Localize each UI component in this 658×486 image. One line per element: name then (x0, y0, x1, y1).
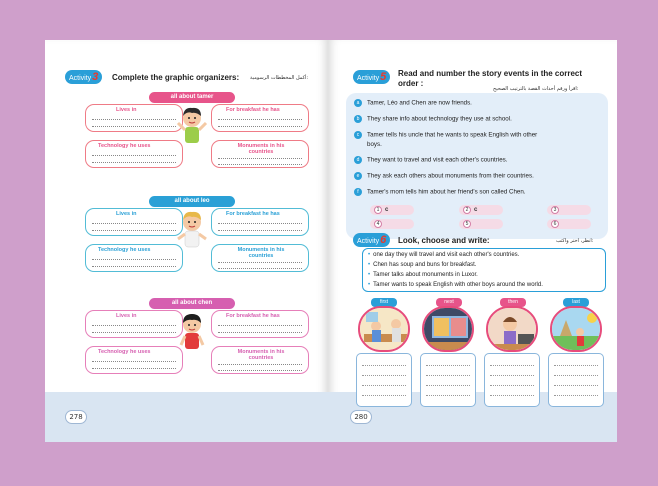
activity-heading-line2: order : (398, 79, 424, 88)
breakfast-box[interactable] (211, 310, 309, 338)
event-letter: e (354, 172, 362, 180)
event-text: Tamer, Léo and Chen are now friends. (367, 99, 472, 107)
technology-box[interactable] (85, 140, 183, 168)
activity-badge (65, 70, 102, 84)
breakfast-box[interactable] (211, 208, 309, 236)
page-number: 278 (65, 410, 87, 424)
activity-label: Activity (69, 75, 92, 82)
activity-heading: Look, choose and write: (398, 236, 490, 245)
story-event (354, 156, 507, 164)
sentence-option: • Chen has soup and buns for breakfast. (368, 262, 477, 268)
story-picture-then (486, 306, 538, 352)
box-label: Lives in (116, 313, 137, 319)
activity-badge (353, 233, 390, 247)
graphic-organizer-tamer (85, 92, 311, 174)
box-label: For breakfast he has (226, 107, 280, 113)
story-event (354, 115, 512, 123)
technology-box[interactable] (85, 244, 183, 272)
event-text: They ask each others about monuments from their countries. (367, 172, 534, 180)
arabic-instruction: انظر، اختر واكتب: (556, 238, 594, 244)
picture-tag: last (563, 298, 589, 307)
page-number: 280 (350, 410, 372, 424)
picture-tag: next (436, 298, 462, 307)
activity-number: 5 (380, 71, 387, 83)
writing-box-first[interactable] (356, 353, 412, 407)
sentence-option: • Tamer wants to speak English with other boys around the world. (368, 282, 543, 288)
organizer-title: all about tamer (149, 92, 235, 103)
story-picture-next (422, 306, 474, 352)
technology-box[interactable] (85, 346, 183, 374)
footer-band (45, 392, 328, 442)
lives-in-box[interactable] (85, 208, 183, 236)
left-page (45, 40, 328, 442)
story-picture-last (550, 306, 602, 352)
sentence-option: • one day they will travel and visit each other's countries. (368, 252, 519, 258)
breakfast-box[interactable] (211, 104, 309, 132)
box-label: Technology he uses (98, 247, 151, 253)
activity-label: Activity (357, 238, 380, 245)
boy-illustration (176, 209, 208, 251)
event-text: Tamer's mom tells him about her friend's son called Chen. (367, 188, 526, 196)
activity-heading: Complete the graphic organizers: (112, 73, 240, 82)
sentence-bank (362, 248, 606, 292)
answer-slot[interactable]: 1 c (370, 205, 414, 215)
story-events-panel (346, 93, 608, 239)
box-label: Monuments in his countries (237, 247, 285, 259)
answer-slot[interactable]: 3 (547, 205, 591, 215)
organizer-title: all about chen (149, 298, 235, 309)
box-label: Lives in (116, 107, 137, 113)
box-label: For breakfast he has (226, 313, 280, 319)
arabic-instruction: أكمل المخططات الرسومية: (250, 75, 309, 81)
writing-box-next[interactable] (420, 353, 476, 407)
box-label: Technology he uses (98, 143, 151, 149)
graphic-organizer-leo (85, 196, 311, 278)
story-event (354, 99, 472, 107)
monuments-box[interactable] (211, 346, 309, 374)
story-event (354, 188, 526, 196)
story-event (354, 172, 534, 180)
answer-slot[interactable]: 6 (547, 219, 591, 229)
box-label: Lives in (116, 211, 137, 217)
box-label: Monuments in his countries (237, 349, 285, 361)
sentence-option: • Tamer talks about monuments in Luxor. (368, 272, 478, 278)
event-text: They want to travel and visit each other's countries. (367, 156, 508, 164)
box-label: Technology he uses (98, 349, 151, 355)
box-label: Monuments in his countries (237, 143, 285, 155)
event-text: They share info about technology they use at school. (367, 115, 512, 123)
boy-illustration (176, 105, 208, 147)
picture-tag: first (371, 298, 397, 307)
picture-tag: then (500, 298, 526, 307)
arabic-instruction: اقرأ ورقم أحداث القصة بالترتيب الصحيح: (493, 86, 579, 92)
event-letter: c (354, 131, 362, 139)
activity-label: Activity (357, 75, 380, 82)
event-text: Tamer tells his uncle that he wants to speak English with other (367, 131, 538, 139)
event-letter: f (354, 188, 362, 196)
activity-badge (353, 70, 390, 84)
organizer-title: all about leo (149, 196, 235, 207)
box-label: For breakfast he has (226, 211, 280, 217)
activity-number: 6 (380, 234, 387, 246)
story-event (354, 131, 537, 139)
story-picture-first (358, 306, 410, 352)
answer-slot[interactable]: 5 (459, 219, 503, 229)
lives-in-box[interactable] (85, 104, 183, 132)
answer-slot[interactable]: 2 c (459, 205, 503, 215)
lives-in-box[interactable] (85, 310, 183, 338)
right-page (328, 40, 617, 442)
event-letter: a (354, 99, 362, 107)
writing-box-last[interactable] (548, 353, 604, 407)
monuments-box[interactable] (211, 244, 309, 272)
answer-slot[interactable]: 4 (370, 219, 414, 229)
activity-heading: Read and number the story events in the correct (398, 69, 583, 78)
writing-box-then[interactable] (484, 353, 540, 407)
event-letter: b (354, 115, 362, 123)
activity-number: 3 (92, 71, 99, 83)
story-event-continued: boys. (367, 141, 382, 148)
event-letter: d (354, 156, 362, 164)
boy-illustration (176, 311, 208, 353)
graphic-organizer-chen (85, 298, 311, 380)
monuments-box[interactable] (211, 140, 309, 168)
